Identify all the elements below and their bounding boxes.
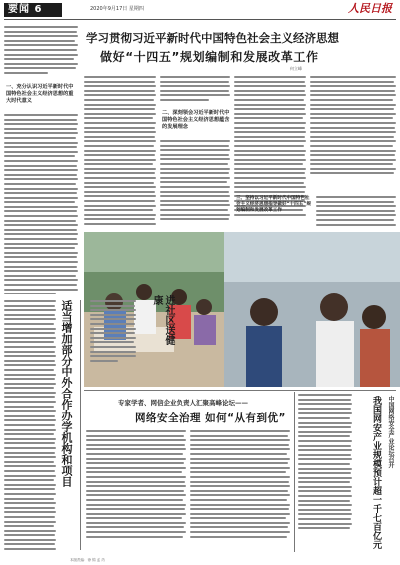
lead-subhead-1: 一、充分认识习近平新时代中国特色社会主义经济思想的重大时代意义 (6, 84, 74, 104)
lead-article-col4-bottom (316, 196, 396, 232)
photo-caption-title: 进社区送健康 (151, 295, 174, 345)
issue-date: 2020年9月17日 星期四 (90, 6, 144, 12)
right-feature-divider (294, 392, 295, 552)
column-divider (80, 300, 81, 550)
lead-article-col1 (84, 76, 156, 228)
header-rule (4, 19, 396, 20)
section-label: 要闻 6 (8, 4, 43, 15)
photo-caption-text (90, 300, 136, 380)
lead-article-byline: 何立峰 (290, 66, 302, 71)
lead-article-col2-top (160, 76, 230, 106)
lead-subhead-2: 二、深刻领会习近平新时代中国特色社会主义经济思想蕴含的发展理念 (162, 110, 230, 130)
cyber-article-title: 网络安全治理 如何“从有到优” (135, 412, 286, 424)
lead-article-col4-top (310, 76, 396, 191)
right-feature-text (298, 394, 352, 552)
lead-article-col2-bottom (160, 140, 230, 228)
masthead-logo: 人民日报 (348, 2, 392, 15)
left-column-text-top (4, 26, 78, 82)
photo-illustration-right (224, 232, 400, 387)
right-feature-subtitle: 中国网络安全产业论坛召开 (387, 396, 394, 468)
lead-article-title-line1: 学习贯彻习近平新时代中国特色社会主义经济思想 (86, 31, 339, 45)
right-feature-title: 我国网安产业规模预计超一千七百亿元 (371, 396, 381, 549)
feature-left-text (4, 300, 56, 550)
cyber-article-col1 (86, 430, 186, 552)
news-photo-right (224, 232, 400, 387)
lead-subhead-3: 三、坚持以习近平新时代中国特色社会主义经济思想指导做好“十四五”规划编制和发展改革工作 (236, 196, 311, 213)
cyber-article-kicker: 专家学者、网信企业负责人汇聚高峰论坛—— (118, 399, 248, 407)
lead-article-title-line2: 做好“十四五”规划编制和发展改革工作 (100, 50, 319, 64)
left-column-text-mid (4, 114, 78, 294)
section-divider (84, 390, 396, 391)
page-footer: 本版责编：徐 锦 孟 芮 (70, 558, 105, 562)
page-header (0, 0, 400, 20)
feature-left-title: 适当增加部分中外合作办学机构和项目 (60, 300, 73, 487)
cyber-article-col2 (190, 430, 290, 552)
text-lines (4, 26, 78, 74)
